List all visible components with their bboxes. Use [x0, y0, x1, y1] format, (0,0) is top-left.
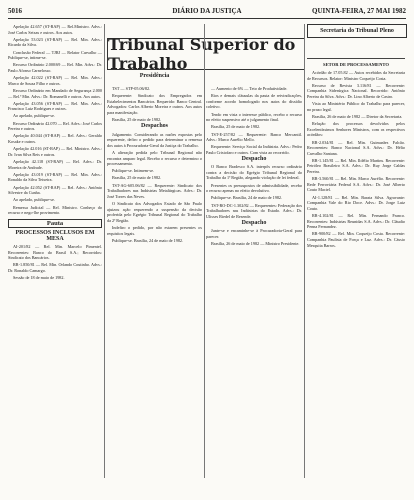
column-1 — [8, 24, 102, 494]
paragraph: Apelação 43.056 (ST-RAP) — Rel. Min. Advs.: Francisco Luiz Rodrigues e outros. — [8, 100, 102, 112]
paragraph: Ao apelado, publique-se. — [13, 197, 55, 203]
paragraph: RR-1.850/81 — Rel. Min. Orlando Coutinho. Advs.: Dr. Ronaldo Camargo. — [8, 262, 102, 274]
paragraph: Brasília, 25 de maio de 1982. — [112, 175, 162, 181]
paragraph: Requerente: Sindicato dos Empregados em Estabelecimentos Bancários. Requerido: Banco Central. Advogados: Carlos Alberto Moreira e outros. Aos autos para manifestação. — [107, 93, 202, 115]
section-setor: SETOR DE PROCESSAMENTO — [323, 62, 389, 67]
column-divider — [204, 24, 205, 478]
paragraph: Conclusão Federal — TJRJ — Relator Carvalho — Publique-se, intime-se. — [8, 49, 102, 61]
paragraph: Sessão de 18 de maio de 1982. — [13, 275, 65, 281]
paragraph: Ao apelado, publique-se. — [13, 113, 55, 119]
column-divider — [304, 24, 305, 478]
section-subtitle: PROCESSOS INCLUSOS EM MESA — [15, 230, 95, 242]
page-number: 5016 — [8, 7, 22, 15]
paragraph: RR-3.560/81 — Rel. Min. Marco Aurélio. Recorrente: Rede Ferroviária Federal S.A. Advs.: Dr. José Alberto Couto Maciel. — [307, 176, 405, 193]
newspaper-title: DIÁRIO DA JUSTIÇA — [172, 7, 242, 15]
paragraph: O Banco Bradesco S.A. interpôs recurso ordinário contra a decisão do Egrégio Tribunal Regional do Trabalho da 1ª Região, alegando violação de lei federal. — [206, 164, 302, 181]
subsection-heading: Despacho — [241, 220, 267, 226]
paragraph: TST — STP-05.06/82. — [112, 86, 151, 91]
section-pauta: Pauta — [8, 219, 102, 229]
paragraph: RR-1.145/81 — Rel. Min. Ildélio Martins. Recorrente: Petróleo Brasileiro S.A. Advs.: Dr. Ruy Jorge Caldas Pereira. — [307, 157, 405, 175]
paragraph: Presentes os pressupostos de admissibilidade, recebo o recurso apenas no efeito devolutivo. — [206, 182, 302, 194]
paragraph: Brasília, 25 de maio de 1982. — [211, 124, 261, 130]
column-2 — [107, 86, 202, 474]
paragraph: Apelação 42.052 (ST-RAP) — Rel. Advs.: Antônio Silvestre da Cunha. — [8, 184, 102, 196]
paragraph: Publique-se. Brasília, 24 de maio de 1982. — [211, 195, 283, 201]
paragraph: Apelação 43.019 (ST-RAP) — Rel. Min. Advs.: Ronaldo da Silva Teixeira. — [8, 171, 102, 183]
column-4 — [307, 70, 405, 474]
paragraph: RR-900/82 — Rel. Min. Coqueijo Costa. Recorrente: Companhia Paulista de Força e Luz. Advs.: Dr. Cássio Mesquita Barros. — [307, 231, 405, 248]
paragraph: Relação dos processos devolvidos pelos Excelentíssimos Senhores Ministros, com os respectivos acórdãos: — [307, 121, 405, 138]
paragraph: Requerente: Serviço Social da Indústria. Advs.: Pedro Paulo Cristofaro e outros. Com vista ao recorrido. — [206, 144, 302, 155]
paragraph: Recurso Ordinário 2.000/69 — Rel. Min. Advs.: Dr. Paulo Afonso Carnelosso. — [8, 62, 102, 73]
paragraph: Brasília, 26 de maio de 1982 — Diretor da Secretaria. — [312, 113, 403, 119]
paragraph: Recurso Ordinário 42.070 — Rel. Advs.: José Carlos Pereira e outros. — [8, 120, 102, 132]
paragraph: TST-AG-605.06/82 — Requerente: Sindicato dos Trabalhadores nas Indústrias Metalúrgicas. Advs.: Dr. José Torres das Neves. — [107, 182, 202, 199]
paragraph: Recurso Ordinário em Mandado de Segurança 2.000 — Rel.ª Min. Advs.: Dr. Romanelli e outros. Aos autos. — [8, 87, 102, 99]
issue-date: QUINTA-FEIRA, 27 MAI 1982 — [312, 7, 406, 15]
paragraph: Remessa Judicial — Rel. Ministro. Conheço do recurso e nego-lhe provimento. — [8, 204, 102, 216]
setor-heading-wrap — [307, 62, 405, 70]
paragraph: TST-RO-DC-1.302/82 — Requerentes: Federação dos Trabalhadores nas Indústrias do Estado. Advs.: Dr. Ulisses Riedel de Resende. — [206, 202, 302, 219]
section-despachos: Despachos — [140, 123, 168, 130]
paragraph: Publique-se. Intimem-se. — [112, 168, 154, 174]
paragraph: Julgamento. Considerando as razões expostas pelo requerente, defiro o pedido para determinar a remessa dos autos à Procuradoria-Geral da Justiça do Trabalho. — [107, 131, 202, 148]
paragraph: O Sindicato dos Advogados Estado de São Paulo ajuizou ação requerendo a suspensão da decisão proferida pelo Egrégio Tribunal Regional do Trabalho da 2ª Região. — [107, 201, 202, 223]
paragraph: Tendo em vista o interesse público, recebo o recurso no efeito suspensivo até o julgamento final. — [206, 111, 302, 123]
paragraph: Indefiro o pedido, por não estarem presentes os requisitos legais. — [107, 225, 202, 236]
court-title: Tribunal Superior do Trabalho — [107, 38, 305, 70]
paragraph: A alteração pedida pelo Tribunal Regional não encontra amparo legal. Recebo o recurso e determino o processamento. — [107, 149, 202, 167]
column-divider — [104, 24, 105, 478]
subsection-heading: Despacho — [241, 156, 267, 163]
paragraph: Vista ao Ministério Público do Trabalho para parecer, no prazo legal. — [307, 101, 405, 112]
paragraph: Junte-se e encaminhe-se à Procuradoria-Geral para parecer. — [206, 228, 302, 239]
page-header — [8, 6, 406, 19]
paragraph: RR-4.102/81 — Rel. Min. Fernando Franco. Recorrentes: Indústrias Reunidas S.A. Advs.: Dr. Cláudio Penna Fernandez. — [307, 213, 405, 230]
plenary-secretariat-box: Secretaria do Tribunal Pleno — [307, 24, 407, 38]
paragraph: Publique-se. Brasília, 24 de maio de 1982. — [112, 237, 184, 243]
paragraph: Acórdão de 17.05.82 — Autos recebidos da Secretaria de Recursos. Relator: Ministro Coqueijo Costa. — [307, 70, 405, 81]
section-presidencia: Presidência — [139, 73, 170, 79]
paragraph: Apelação 42.657 (ST-RAP) — Rel.Ministro. Advs.: José Carlos Seixas e outros. Aos autos. — [8, 24, 102, 35]
divider — [307, 58, 405, 59]
paragraph: AI-1.128/81 — Rel. Min. Barata Silva. Agravante: Companhia Vale do Rio Doce. Advs.: Dr. Jorge Luiz Couto. — [307, 194, 405, 211]
paragraph: Apelação 42.118 (ST-RAP) — Rel. Advs.: Dr. Moreira de Andrade. — [8, 159, 102, 170]
column-3 — [206, 86, 302, 474]
paragraph: — Aumento de 6% — Teto de Produtividade. — [211, 86, 288, 91]
presidencia-heading-wrap — [107, 72, 202, 84]
paragraph: Recurso de Revista 3.116/81 — Recorrente: Companhia Siderúrgica Nacional. Recorrido: Antônio Pereira da Silva. Advs.: Dr. Lino Alberto de Castro. — [307, 82, 405, 99]
paragraph: Rios e demais cláusulas da pauta de reivindicações, conforme acordo homologado nos autos do dissídio coletivo. — [206, 93, 302, 110]
paragraph: AI-201/82 — Rel. Min. Marcelo Pimentel. Recorrentes: Banco do Brasil S.A.; Recorridos: Sindicato dos Bancários. — [8, 244, 102, 261]
paragraph: Brasília, 26 de maio de 1982 — Ministro Presidente. — [211, 240, 300, 246]
paragraph: Apelação 42.022 (ST-RAP) — Rel. Min. Advs.: Marco de Souza Filho e outros. — [8, 75, 102, 86]
paragraph: RR-2.034/81 — Rel. Min. Guimarães Falcão. Recorrentes: Banco Nacional S.A. Advs.: Dr. Hélio Carvalho Santana. — [307, 139, 405, 156]
paragraph: Brasília, 25 de maio de 1982. — [112, 117, 162, 123]
paragraph: Apelação 42.016 (ST-RAP) — Rel. Ministro. Advs.: Dr. Ivan Silva Reis e outros. — [8, 146, 102, 157]
paragraph: Apelação 40.044 (ST-RAP) — Rel. Advs.: Geraldo Kosake e outros. — [8, 133, 102, 145]
paragraph: TST-E-257/82 — Requerente: Banco Mercantil. Advs.: Marco Aurélio Mello. — [206, 131, 302, 143]
paragraph: Apelação 53.023 (ST-RAP) — Rel. Min. Advs.: Ricardo da Silva. — [8, 36, 102, 48]
